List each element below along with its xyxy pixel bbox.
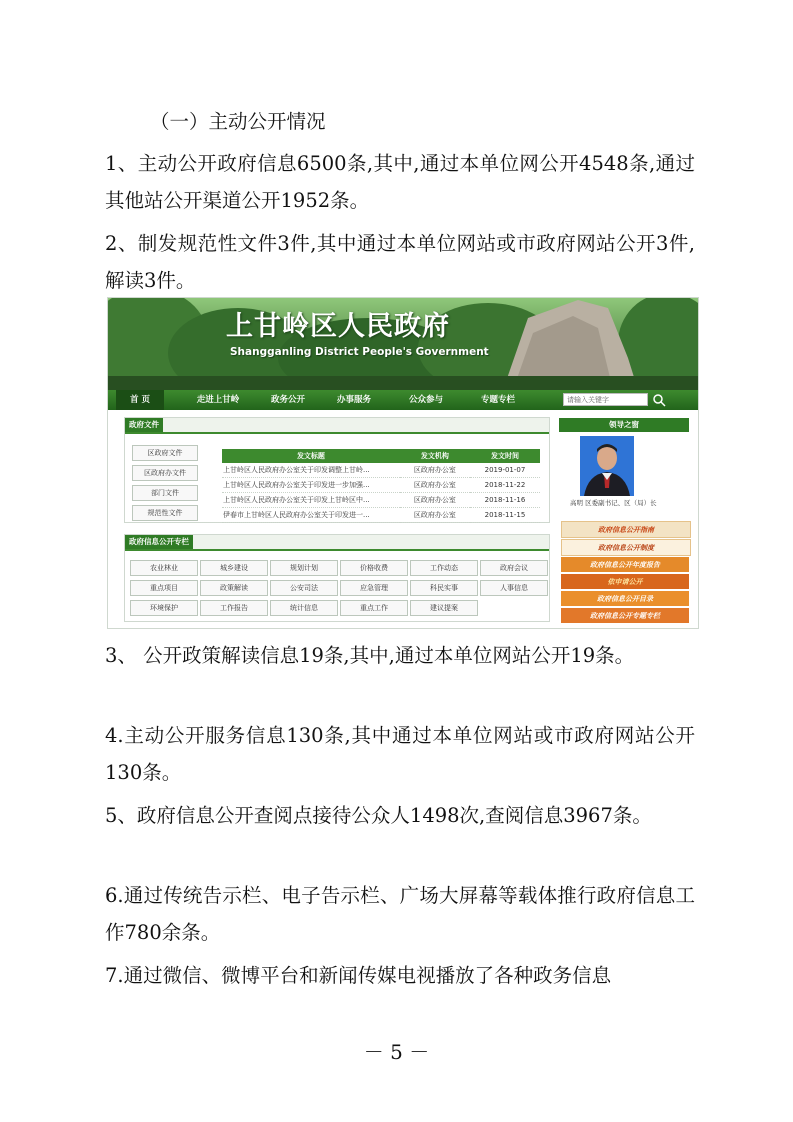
nav-home[interactable]: 首 页 [116,390,164,410]
docs-panel-title: 政府文件 [125,418,163,432]
info-item-planning[interactable]: 规划计划 [270,560,338,576]
category-department-docs[interactable]: 部门文件 [132,485,198,501]
col-org: 发文机构 [400,449,470,463]
info-item-agri[interactable]: 农业林业 [130,560,198,576]
paragraph-4: 4.主动公开服务信息130条,其中通过本单位网站或市政府网站公开130条。 [105,724,695,784]
info-item-statistics[interactable]: 统计信息 [270,600,338,616]
nav-topics[interactable]: 专题专栏 [480,395,515,405]
info-item-urban[interactable]: 城乡建设 [200,560,268,576]
section-heading: （一）主动公开情况 [150,110,326,133]
leader-caption: 高明 区委副书记、区（局）长 [570,499,657,507]
nav-participation[interactable]: 公众参与 [408,395,443,405]
person-icon [580,436,634,496]
paragraph-6: 6.通过传统告示栏、电子告示栏、广场大屏幕等载体推行政府信息工作780余条。 [105,884,695,944]
category-district-gov-docs[interactable]: 区政府文件 [132,445,198,461]
info-item-meetings[interactable]: 政府会议 [480,560,548,576]
info-item-prices[interactable]: 价格收费 [340,560,408,576]
website-screenshot [107,297,699,629]
table-row[interactable]: 伊春市上甘岭区人民政府办公室关于印发进一... 区政府办公室 2018-11-15 [222,508,540,523]
site-subtitle: Shangganling District People's Government [230,346,489,358]
nav-bar [108,390,698,410]
promo-annual-report-banner[interactable]: 政府信息公开年度报告 [561,557,689,572]
table-row[interactable]: 上甘岭区人民政府办公室关于印发上甘岭区中... 区政府办公室 2018-11-16 [222,493,540,508]
info-item-reports[interactable]: 工作报告 [200,600,268,616]
paragraph-3: 3、 公开政策解读信息19条,其中,通过本单位网站公开19条。 [105,644,635,667]
docs-table [222,449,540,523]
info-item-emergency[interactable]: 应急管理 [340,580,408,596]
promo-apply-banner[interactable]: 依申请公开 [561,574,689,589]
search-input[interactable]: 请输入关键字 [563,393,648,406]
info-item-environment[interactable]: 环境保护 [130,600,198,616]
promo-guide-banner[interactable]: 政府信息公开指南 [561,521,691,538]
info-item-personnel[interactable]: 人事信息 [480,580,548,596]
nav-gov-open[interactable]: 政务公开 [270,395,305,405]
nav-services[interactable]: 办事服务 [336,395,371,405]
table-row[interactable]: 上甘岭区人民政府办公室关于印发调整上甘岭... 区政府办公室 2019-01-07 [222,463,540,478]
promo-system-banner[interactable]: 政府信息公开制度 [561,539,691,556]
paragraph-1: 1、主动公开政府信息6500条,其中,通过本单位网公开4548条,通过其他站公开渠道公开1952条。 [105,152,695,212]
leader-photo[interactable] [580,436,634,496]
paragraph-7: 7.通过微信、微博平台和新闻传媒电视播放了各种政务信息 [105,964,612,987]
col-title: 发文标题 [222,449,400,463]
info-item-news[interactable]: 工作动态 [410,560,478,576]
info-item-justice[interactable]: 公安司法 [270,580,338,596]
promo-catalog-banner[interactable]: 政府信息公开目录 [561,591,689,606]
info-panel-title: 政府信息公开专栏 [125,535,193,549]
info-item-proposals[interactable]: 建议提案 [410,600,478,616]
search-icon[interactable] [651,392,667,408]
category-normative-docs[interactable]: 规范性文件 [132,505,198,521]
nav-about[interactable]: 走进上甘岭 [196,395,240,405]
col-date: 发文时间 [470,449,540,463]
info-item-projects[interactable]: 重点项目 [130,580,198,596]
info-item-key-work[interactable]: 重点工作 [340,600,408,616]
leader-window-title: 领导之窗 [559,418,689,432]
site-banner [108,298,698,390]
page-number: － 5 － [363,1040,430,1064]
site-title: 上甘岭区人民政府 [226,311,450,342]
table-row[interactable]: 上甘岭区人民政府办公室关于印发进一步加强... 区政府办公室 2018-11-22 [222,478,540,493]
category-district-office-docs[interactable]: 区政府办文件 [132,465,198,481]
paragraph-5: 5、政府信息公开查阅点接待公众人1498次,查阅信息3967条。 [105,804,652,827]
promo-topic-banner[interactable]: 政府信息公开专题专栏 [561,608,689,623]
paragraph-2: 2、制发规范性文件3件,其中通过本单位网站或市政府网站公开3件,解读3件。 [105,232,695,292]
info-item-welfare[interactable]: 科民实事 [410,580,478,596]
info-item-policy[interactable]: 政策解读 [200,580,268,596]
